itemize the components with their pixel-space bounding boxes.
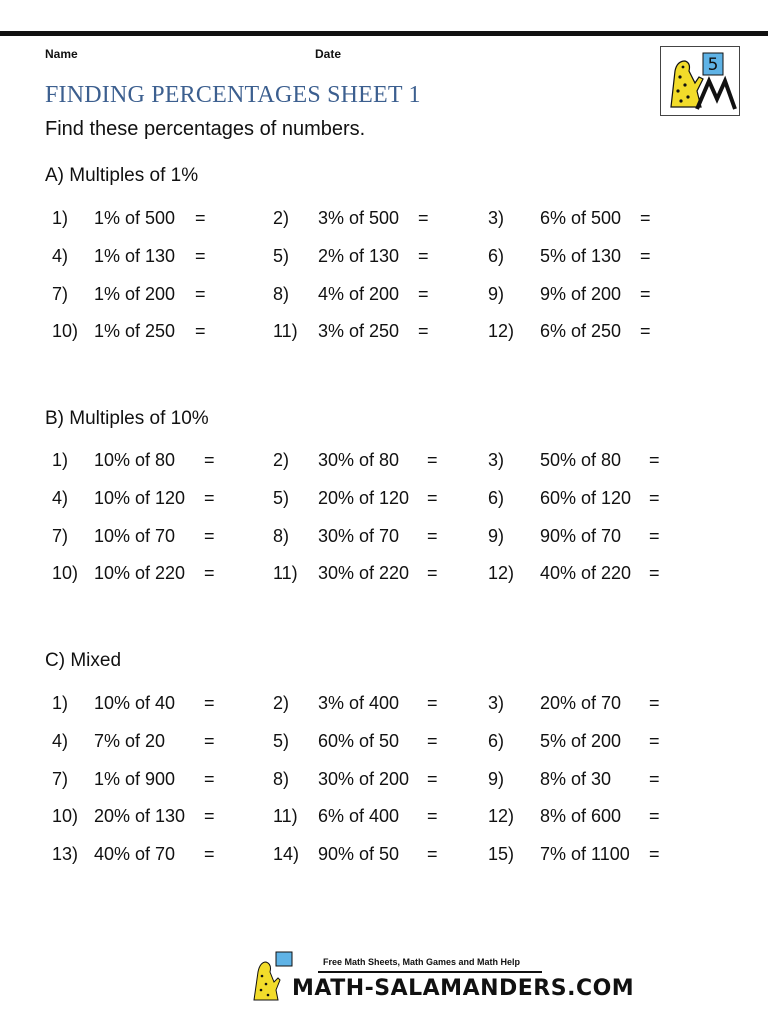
equals-sign: = <box>195 245 206 266</box>
equals-sign: = <box>195 321 206 342</box>
problem-question: 1% of 900 <box>94 768 176 789</box>
problem-number: 12) <box>488 563 515 584</box>
problem-question: 20% of 120 <box>318 487 410 508</box>
problem-number: 7) <box>52 283 69 304</box>
section-title: C) Mixed <box>45 650 122 671</box>
problem-question: 8% of 600 <box>540 806 622 827</box>
problem-number: 6) <box>488 730 505 751</box>
problem-number: 4) <box>52 730 69 751</box>
problem-question: 10% of 220 <box>94 563 186 584</box>
problem-number: 11) <box>273 563 298 584</box>
problem-question: 10% of 40 <box>94 693 176 713</box>
problem-number: 4) <box>52 487 69 508</box>
equals-sign: = <box>427 450 438 470</box>
equals-sign: = <box>418 321 429 342</box>
footer-salamander-icon <box>250 950 294 1007</box>
problem-row <box>0 526 768 556</box>
problem-question: 7% of 1100 <box>540 844 630 865</box>
equals-sign: = <box>204 563 215 584</box>
problem-question: 5% of 130 <box>540 245 622 266</box>
equals-sign: = <box>204 768 215 789</box>
equals-sign: = <box>204 844 215 865</box>
equals-sign: = <box>427 844 438 865</box>
problem-question: 30% of 70 <box>318 525 400 546</box>
problem-number: 5) <box>273 245 290 266</box>
footer-tagline: Free Math Sheets, Math Games and Math Help <box>323 957 521 967</box>
problem-number: 7) <box>52 768 69 789</box>
problem-number: 10) <box>52 806 79 827</box>
problem-number: 8) <box>273 525 290 546</box>
equals-sign: = <box>649 844 660 865</box>
equals-sign: = <box>649 563 660 584</box>
problem-question: 90% of 70 <box>540 525 622 546</box>
instructions: Find these percentages of numbers. <box>45 118 366 140</box>
problem-question: 6% of 400 <box>318 806 400 827</box>
problem-number: 5) <box>273 487 290 508</box>
equals-sign: = <box>418 283 429 304</box>
section-title: B) Multiples of 10% <box>45 408 209 429</box>
problem-question: 30% of 220 <box>318 563 410 584</box>
equals-sign: = <box>640 208 651 228</box>
problem-question: 50% of 80 <box>540 450 622 470</box>
problem-number: 6) <box>488 245 505 266</box>
problem-question: 90% of 50 <box>318 844 400 865</box>
problem-question: 4% of 200 <box>318 283 400 304</box>
equals-sign: = <box>204 450 215 470</box>
problem-number: 9) <box>488 525 505 546</box>
problem-row <box>0 488 768 518</box>
page-title: FINDING PERCENTAGES SHEET 1 <box>45 82 421 108</box>
problem-question: 1% of 500 <box>94 208 176 228</box>
problem-question: 9% of 200 <box>540 283 622 304</box>
equals-sign: = <box>649 450 660 470</box>
problem-number: 3) <box>488 450 505 470</box>
problem-row <box>0 563 768 593</box>
equals-sign: = <box>195 208 206 228</box>
problem-number: 2) <box>273 693 290 713</box>
equals-sign: = <box>640 283 651 304</box>
problem-number: 13) <box>52 844 79 865</box>
problem-question: 60% of 120 <box>540 487 632 508</box>
problem-question: 3% of 500 <box>318 208 400 228</box>
equals-sign: = <box>418 208 429 228</box>
problem-number: 10) <box>52 321 79 342</box>
problem-question: 7% of 20 <box>94 730 166 751</box>
problem-row <box>0 844 768 874</box>
problem-row <box>0 208 768 238</box>
problem-number: 4) <box>52 245 69 266</box>
problem-number: 7) <box>52 525 69 546</box>
equals-sign: = <box>427 525 438 546</box>
problem-number: 11) <box>273 321 298 342</box>
equals-sign: = <box>195 283 206 304</box>
problem-number: 15) <box>488 844 515 865</box>
date-label: Date <box>315 47 342 61</box>
equals-sign: = <box>204 487 215 508</box>
equals-sign: = <box>427 693 438 713</box>
equals-sign: = <box>427 730 438 751</box>
problem-row <box>0 806 768 836</box>
equals-sign: = <box>427 806 438 827</box>
equals-sign: = <box>649 487 660 508</box>
equals-sign: = <box>427 487 438 508</box>
top-rule <box>0 31 768 36</box>
problem-question: 5% of 200 <box>540 730 622 751</box>
problem-question: 2% of 130 <box>318 245 400 266</box>
section-title: A) Multiples of 1% <box>45 165 199 186</box>
problem-number: 12) <box>488 321 515 342</box>
problem-question: 1% of 130 <box>94 245 176 266</box>
problem-number: 9) <box>488 283 505 304</box>
problem-number: 10) <box>52 563 79 584</box>
problem-row <box>0 731 768 761</box>
problem-number: 5) <box>273 730 290 751</box>
problem-number: 2) <box>273 208 290 228</box>
problem-number: 3) <box>488 208 505 228</box>
equals-sign: = <box>649 806 660 827</box>
footer-rule <box>318 971 542 973</box>
equals-sign: = <box>640 321 651 342</box>
problem-question: 10% of 70 <box>94 525 176 546</box>
problem-question: 6% of 250 <box>540 321 622 342</box>
problem-question: 20% of 70 <box>540 693 622 713</box>
problem-question: 6% of 500 <box>540 208 622 228</box>
problem-question: 8% of 30 <box>540 768 612 789</box>
problem-question: 20% of 130 <box>94 806 186 827</box>
equals-sign: = <box>204 806 215 827</box>
equals-sign: = <box>640 245 651 266</box>
problem-row <box>0 769 768 799</box>
problem-question: 10% of 80 <box>94 450 176 470</box>
problem-question: 1% of 250 <box>94 321 176 342</box>
problem-row <box>0 321 768 351</box>
equals-sign: = <box>427 768 438 789</box>
problem-row <box>0 450 768 480</box>
equals-sign: = <box>418 245 429 266</box>
problem-number: 8) <box>273 283 290 304</box>
problem-number: 2) <box>273 450 290 470</box>
equals-sign: = <box>649 730 660 751</box>
problem-number: 3) <box>488 693 505 713</box>
problem-number: 9) <box>488 768 505 789</box>
footer-brand: MATH-SALAMANDERS.COM <box>292 976 635 1001</box>
problem-number: 11) <box>273 806 298 827</box>
equals-sign: = <box>204 730 215 751</box>
problem-number: 14) <box>273 844 300 865</box>
problem-question: 1% of 200 <box>94 283 176 304</box>
equals-sign: = <box>649 768 660 789</box>
problem-question: 10% of 120 <box>94 487 186 508</box>
equals-sign: = <box>649 525 660 546</box>
problem-question: 60% of 50 <box>318 730 400 751</box>
problem-question: 40% of 220 <box>540 563 632 584</box>
problem-number: 1) <box>52 450 69 470</box>
salamander-logo <box>660 46 740 116</box>
problem-row <box>0 693 768 723</box>
problem-question: 30% of 200 <box>318 768 410 789</box>
problem-number: 6) <box>488 487 505 508</box>
problem-row <box>0 246 768 276</box>
problem-question: 30% of 80 <box>318 450 400 470</box>
problem-question: 3% of 400 <box>318 693 400 713</box>
logo-grade-badge: 5 <box>707 55 719 75</box>
problem-number: 12) <box>488 806 515 827</box>
problem-number: 1) <box>52 693 69 713</box>
problem-number: 8) <box>273 768 290 789</box>
problem-question: 40% of 70 <box>94 844 176 865</box>
equals-sign: = <box>204 693 215 713</box>
problem-number: 1) <box>52 208 69 228</box>
problem-question: 3% of 250 <box>318 321 400 342</box>
problem-row <box>0 284 768 314</box>
equals-sign: = <box>427 563 438 584</box>
equals-sign: = <box>649 693 660 713</box>
equals-sign: = <box>204 525 215 546</box>
name-label: Name <box>45 47 78 61</box>
